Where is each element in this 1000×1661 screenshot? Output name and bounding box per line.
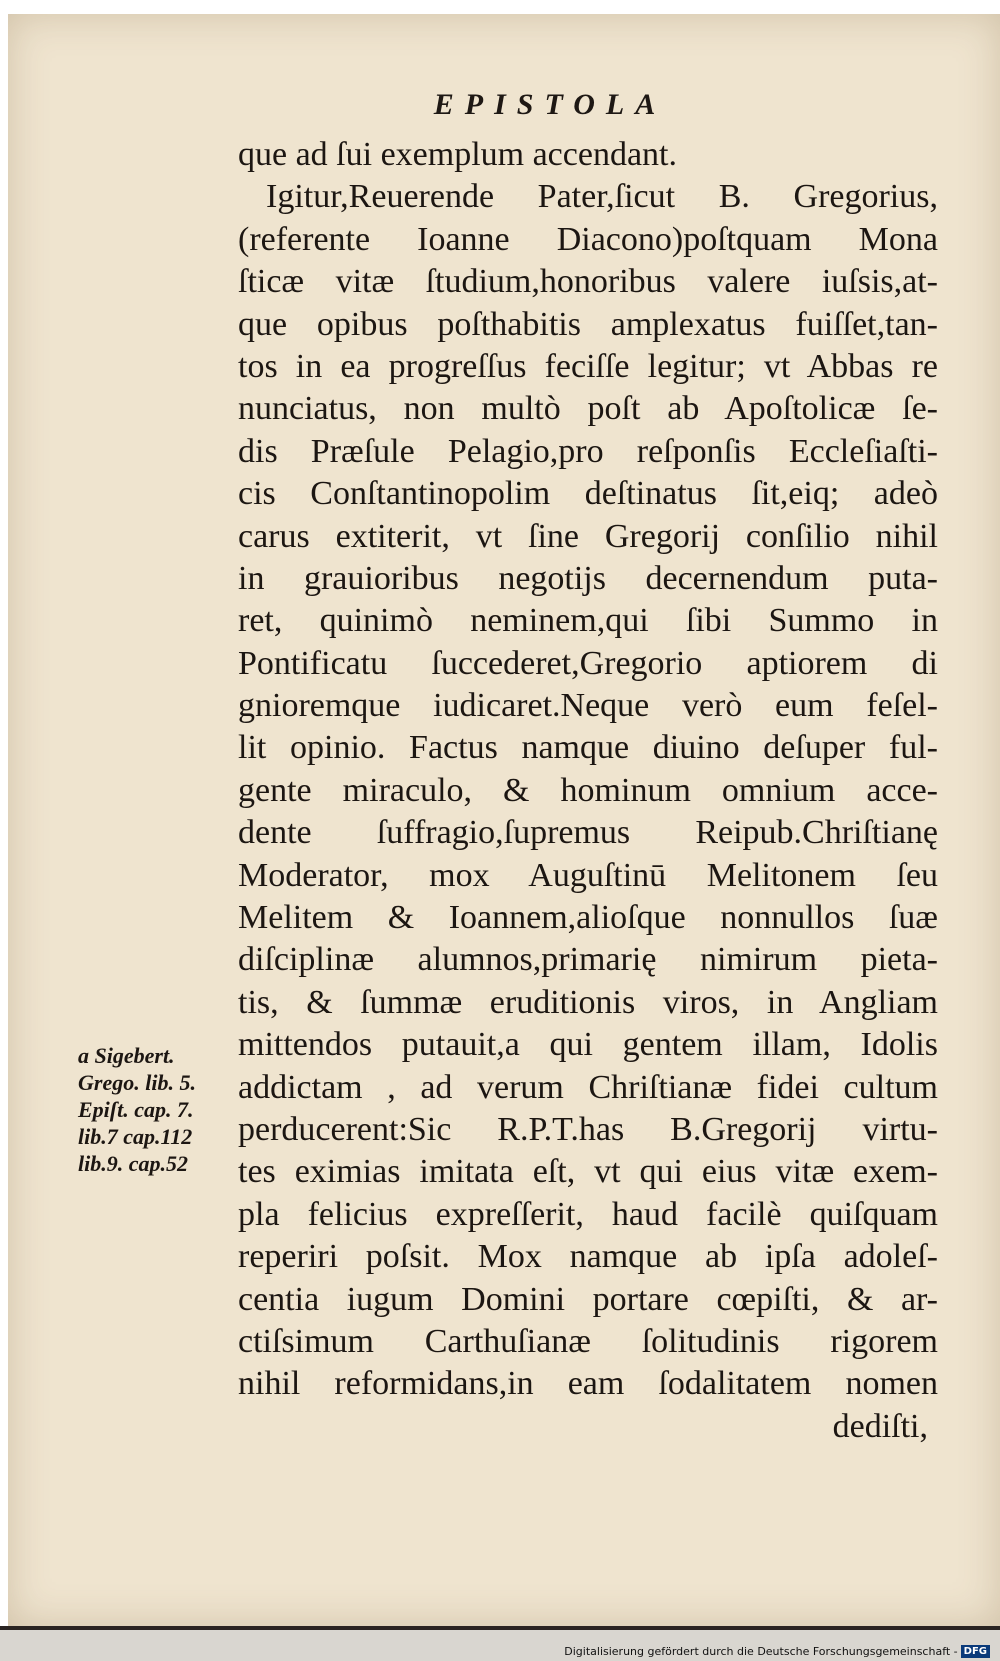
text-line: centia iugum Domini portare cœpiſti, & ar- <box>238 1280 938 1318</box>
text-line: tis, & ſummæ eruditionis viros, in Angliam <box>238 983 938 1021</box>
margin-note: Epiſt. cap. 7. <box>78 1097 194 1122</box>
text-line: ſticæ vitæ ſtudium,honoribus valere iuſsis,at- <box>238 263 938 301</box>
text-line: gente miraculo, & hominum omnium acce- <box>238 771 938 809</box>
text-line: (referente Ioanne Diacono)poſtquam Mona <box>238 220 938 258</box>
text-line: diſciplinæ alumnos,primarię nimirum pieta- <box>238 941 938 979</box>
text-line: que opibus poſthabitis amplexatus fuiſſet,tan- <box>238 305 938 343</box>
text-line: mittendos putauit,a qui gentem illam, Idolis <box>238 1026 938 1064</box>
text-line: nihil reformidans,in eam ſodalitatem nomen <box>238 1365 938 1403</box>
margin-note: Grego. lib. 5. <box>78 1070 196 1095</box>
text-line: tes eximias imitata eſt, vt qui eius vitæ exem- <box>238 1153 938 1191</box>
text-line: addictam , ad verum Chriſtianæ fidei cultum <box>238 1068 938 1106</box>
text-line: Igitur,Reuerende Pater,ſicut B. Gregorius, <box>266 178 938 216</box>
margin-note: lib.9. cap.52 <box>78 1151 188 1176</box>
margin-note: lib.7 cap.112 <box>78 1124 193 1149</box>
text-line: ctiſsimum Carthuſianæ ſolitudinis rigorem <box>238 1322 938 1360</box>
text-line: cis Conſtantinopolim deſtinatus ſit,eiq; adeò <box>238 475 938 513</box>
text-line: que ad ſui exemplum accendant. <box>238 136 677 173</box>
text-line: tos in ea progreſſus feciſſe legitur; vt Abbas re <box>238 347 938 385</box>
scan-bottom-edge <box>0 1626 1000 1630</box>
text-line: Pontificatu ſuccederet,Gregorio aptiorem di <box>238 644 938 682</box>
text-line: pla felicius expreſſerit, haud facilè quiſquam <box>238 1195 938 1233</box>
main-text-block <box>238 134 938 1448</box>
text-line: lit opinio. Factus namque diuino deſuper ful- <box>238 729 938 767</box>
text-line: reperiri poſsit. Mox namque ab ipſa adoleſ- <box>238 1238 938 1276</box>
text-line: in grauioribus negotijs decernendum puta- <box>238 559 938 597</box>
text-line: perducerent:Sic R.P.T.has B.Gregorij virtu- <box>238 1110 938 1148</box>
margin-note: a Sigebert. <box>78 1043 175 1068</box>
text-line: nunciatus, non multò poſt ab Apoſtolicæ ſe- <box>238 390 938 428</box>
digitization-note: Digitalisierung gefördert durch die Deutsche Forschungsgemeinschaft - <box>564 1645 958 1658</box>
catchword: dediſti, <box>832 1407 928 1445</box>
margin-notes <box>78 1042 243 1177</box>
text-line: ret, quinimò neminem,qui ſibi Summo in <box>238 602 938 640</box>
text-line: Moderator, mox Auguſtinū Melitonem ſeu <box>238 856 938 894</box>
text-line: gnioremque iudicaret.Neque verò eum feſel- <box>238 687 938 725</box>
text-line: carus extiterit, vt ſine Gregorij conſilio nihil <box>238 517 938 555</box>
text-line: Melitem & Ioannem,alioſque nonnullos ſuæ <box>238 899 938 937</box>
text-line: dente ſuffragio,ſupremus Reipub.Chriſtianę <box>238 814 938 852</box>
text-line: dis Præſule Pelagio,pro reſponſis Eccleſiaſti- <box>238 432 938 470</box>
digitization-credit <box>564 1645 990 1658</box>
running-head: EPISTOLA <box>433 88 667 121</box>
dfg-logo-icon: DFG <box>961 1645 990 1658</box>
